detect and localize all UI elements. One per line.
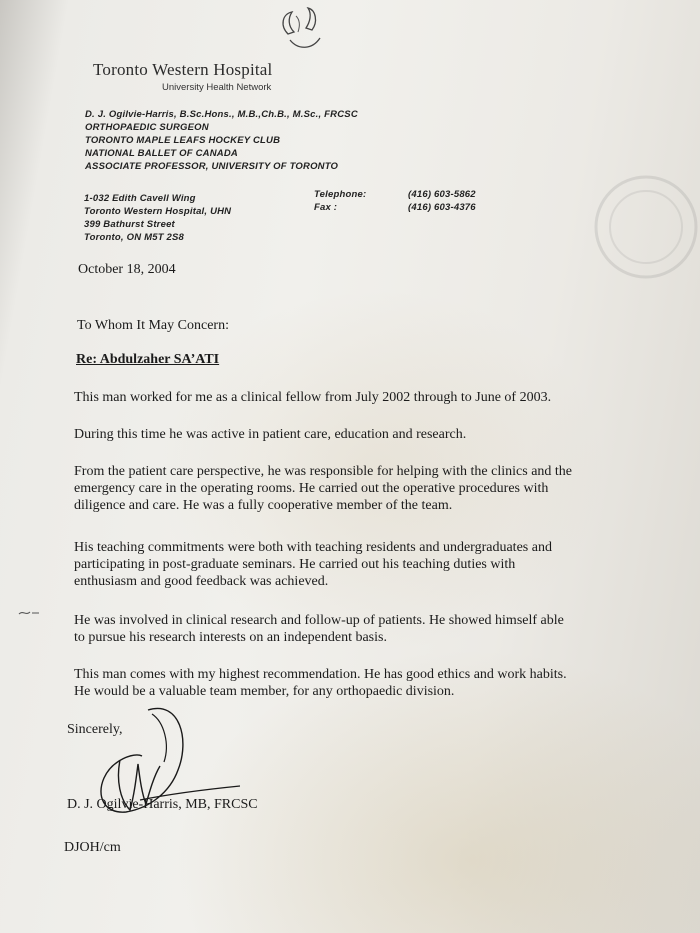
- paragraph-line: to pursue his research interests on an independent basis.: [74, 630, 387, 645]
- telephone-label: Telephone:: [314, 189, 367, 200]
- paragraph-line: emergency care in the operating rooms. He carried out the operative procedures with: [74, 481, 549, 496]
- margin-mark-icon: [18, 608, 40, 618]
- body-paragraph-5: [74, 612, 664, 646]
- telephone-number: (416) 603-5862: [408, 189, 476, 200]
- hospital-network: University Health Network: [162, 82, 272, 93]
- closing: Sincerely,: [67, 722, 123, 737]
- body-paragraph-1: [74, 389, 664, 406]
- paragraph-line: This man comes with my highest recommendation. He has good ethics and work habits.: [74, 667, 567, 682]
- contact-values: [408, 188, 476, 214]
- paragraph-line: From the patient care perspective, he was responsible for helping with the clinics and the: [74, 464, 573, 479]
- body-paragraph-2: [74, 426, 664, 443]
- signer-name: D. J. Ogilvie-Harris, MB, FRCSC: [67, 797, 258, 812]
- credentials-block: [85, 108, 358, 173]
- address-line: Toronto, ON M5T 2S8: [84, 232, 185, 243]
- hospital-name: Toronto Western Hospital: [93, 60, 273, 79]
- contact-labels: [314, 188, 366, 214]
- fax-number: (416) 603-4376: [408, 202, 476, 213]
- paragraph-line: During this time he was active in patient care, education and research.: [74, 427, 467, 442]
- address-line: Toronto Western Hospital, UHN: [84, 206, 232, 217]
- credential-line: TORONTO MAPLE LEAFS HOCKEY CLUB: [85, 135, 281, 146]
- paragraph-line: diligence and care. He was a fully cooperative member of the team.: [74, 498, 453, 513]
- hospital-logo-icon: [274, 4, 330, 54]
- subject-line: Re: Abdulzaher SA’ATI: [76, 352, 220, 367]
- body-paragraph-3: [74, 463, 664, 514]
- fax-label: Fax :: [314, 202, 338, 213]
- paragraph-line: participating in post-graduate seminars. He carried out his teaching duties with: [74, 557, 516, 572]
- credential-line: ORTHOPAEDIC SURGEON: [85, 122, 209, 133]
- address-line: 1-032 Edith Cavell Wing: [84, 193, 196, 204]
- address-block: [84, 192, 231, 244]
- faded-stamp-icon: [588, 165, 698, 295]
- paragraph-line: enthusiasm and good feedback was achieved.: [74, 574, 329, 589]
- credential-line: D. J. Ogilvie-Harris, B.Sc.Hons., M.B.,Ch.B., M.Sc., FRCSC: [85, 109, 358, 120]
- paragraph-line: He was involved in clinical research and follow-up of patients. He showed himself able: [74, 613, 564, 628]
- body-paragraph-4: [74, 539, 664, 590]
- salutation: To Whom It May Concern:: [77, 318, 229, 333]
- paragraph-line: He would be a valuable team member, for any orthopaedic division.: [74, 684, 455, 699]
- reference-initials: DJOH/cm: [64, 840, 121, 855]
- body-paragraph-6: [74, 666, 664, 700]
- address-line: 399 Bathurst Street: [84, 219, 175, 230]
- letter-date: October 18, 2004: [78, 262, 176, 277]
- credential-line: ASSOCIATE PROFESSOR, UNIVERSITY OF TORONTO: [85, 161, 339, 172]
- credential-line: NATIONAL BALLET OF CANADA: [85, 148, 238, 159]
- paragraph-line: This man worked for me as a clinical fellow from July 2002 through to June of 2003.: [74, 390, 552, 405]
- paragraph-line: His teaching commitments were both with teaching residents and undergraduates and: [74, 540, 552, 555]
